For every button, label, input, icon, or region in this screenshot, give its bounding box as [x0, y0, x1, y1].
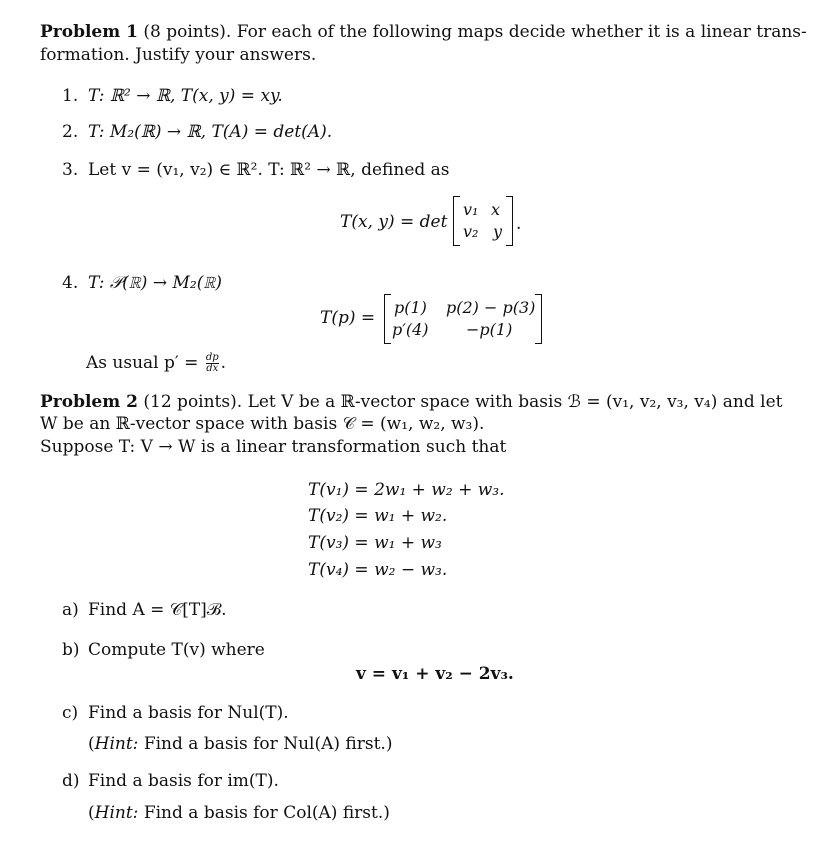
problem2-intro-text: Let V be a ℝ-vector space with basis ℬ = (v₁, v₂, v₃, v₄) and let	[247, 392, 783, 412]
problem1-item-1	[62, 86, 283, 106]
eq3-period: .	[516, 214, 522, 234]
problem1-intro-line1	[40, 22, 807, 42]
part-text: Find a basis for im(T).	[88, 771, 279, 791]
problem2-intro-line1	[40, 392, 782, 412]
item-text: T: ℝ² → ℝ, T(x, y) = xy.	[88, 86, 283, 106]
part-a	[62, 600, 226, 620]
part-label: b)	[62, 640, 80, 660]
part-d	[62, 771, 279, 791]
problem1-intro-text: For each of the following maps decide whether it is a linear trans-	[236, 22, 807, 42]
item-text: Let v = (v₁, v₂) ∈ ℝ². T: ℝ² → ℝ, defined as	[88, 160, 450, 180]
eq3-cell-21: v₂	[463, 222, 479, 241]
part-b	[62, 640, 265, 660]
part-label: d)	[62, 771, 80, 791]
hint-label: Hint:	[94, 734, 139, 754]
problem1-title: Problem 1	[40, 22, 138, 42]
frac-numerator: dp	[205, 352, 219, 363]
problem1-item-3	[62, 160, 450, 180]
as-usual-period: .	[220, 353, 227, 373]
part-text: Find A = 𝒞[T]ℬ.	[88, 600, 227, 620]
derivative-fraction	[206, 353, 219, 374]
part-label: a)	[62, 600, 79, 620]
problem1-points: (8 points).	[143, 22, 232, 42]
problem2-equation-3: T(v₃) = w₁ + w₃	[308, 533, 442, 553]
part-d-hint: (Hint: Find a basis for Col(A) first.)	[88, 803, 390, 823]
problem2-equation-4: T(v₄) = w₂ − w₃.	[308, 560, 448, 580]
eq4-lhs: T(p) =	[320, 308, 376, 328]
item-text: T: M₂(ℝ) → ℝ, T(A) = det(A).	[88, 122, 333, 142]
part-c	[62, 703, 289, 723]
part-text: Find a basis for Nul(T).	[88, 703, 289, 723]
hint-label: Hint:	[94, 803, 139, 823]
part-c-hint: (Hint: Find a basis for Nul(A) first.)	[88, 734, 393, 754]
item-number: 2.	[62, 122, 79, 142]
problem1-item-2	[62, 122, 332, 142]
problem2-intro-line3: Suppose T: V → W is a linear transformation such that	[40, 437, 507, 457]
eq3-cell-11: v₁	[463, 200, 479, 219]
item-number: 4.	[62, 273, 79, 293]
frac-denominator: dx	[206, 363, 219, 374]
eq4-cell-22: −p(1)	[466, 320, 513, 339]
eq4-cell-11: p(1)	[394, 298, 427, 317]
problem2-title: Problem 2	[40, 392, 138, 412]
problem2-equation-1: T(v₁) = 2w₁ + w₂ + w₃.	[308, 480, 505, 500]
problem1-intro-line2: formation. Justify your answers.	[40, 45, 317, 65]
part-text: Compute T(v) where	[88, 640, 265, 660]
as-usual-text: As usual p′ =	[86, 353, 199, 373]
eq4-cell-21: p′(4)	[392, 320, 429, 339]
item-number: 3.	[62, 160, 79, 180]
eq3-matrix	[453, 196, 513, 246]
item-text: T: 𝒫(ℝ) → M₂(ℝ)	[88, 273, 223, 293]
eq4-matrix	[384, 294, 542, 344]
problem2-points: (12 points).	[143, 392, 243, 412]
as-usual-line	[86, 353, 226, 374]
problem2-intro-line2: W be an ℝ-vector space with basis 𝒞 = (w₁, w₂, w₃).	[40, 414, 485, 434]
part-label: c)	[62, 703, 79, 723]
part-b-equation: v = v₁ + v₂ − 2v₃.	[356, 664, 514, 684]
eq4-cell-12: p(2) − p(3)	[446, 298, 536, 317]
problem2-equation-2: T(v₂) = w₁ + w₂.	[308, 506, 448, 526]
eq3-cell-22: y	[493, 222, 503, 241]
item-number: 1.	[62, 86, 79, 106]
hint-text: Find a basis for Col(A) first.	[143, 803, 384, 823]
eq3-cell-12: x	[491, 200, 501, 219]
eq3-lhs: T(x, y) = det	[340, 212, 448, 232]
hint-text: Find a basis for Nul(A) first.	[143, 734, 386, 754]
problem1-item-4	[62, 273, 222, 293]
